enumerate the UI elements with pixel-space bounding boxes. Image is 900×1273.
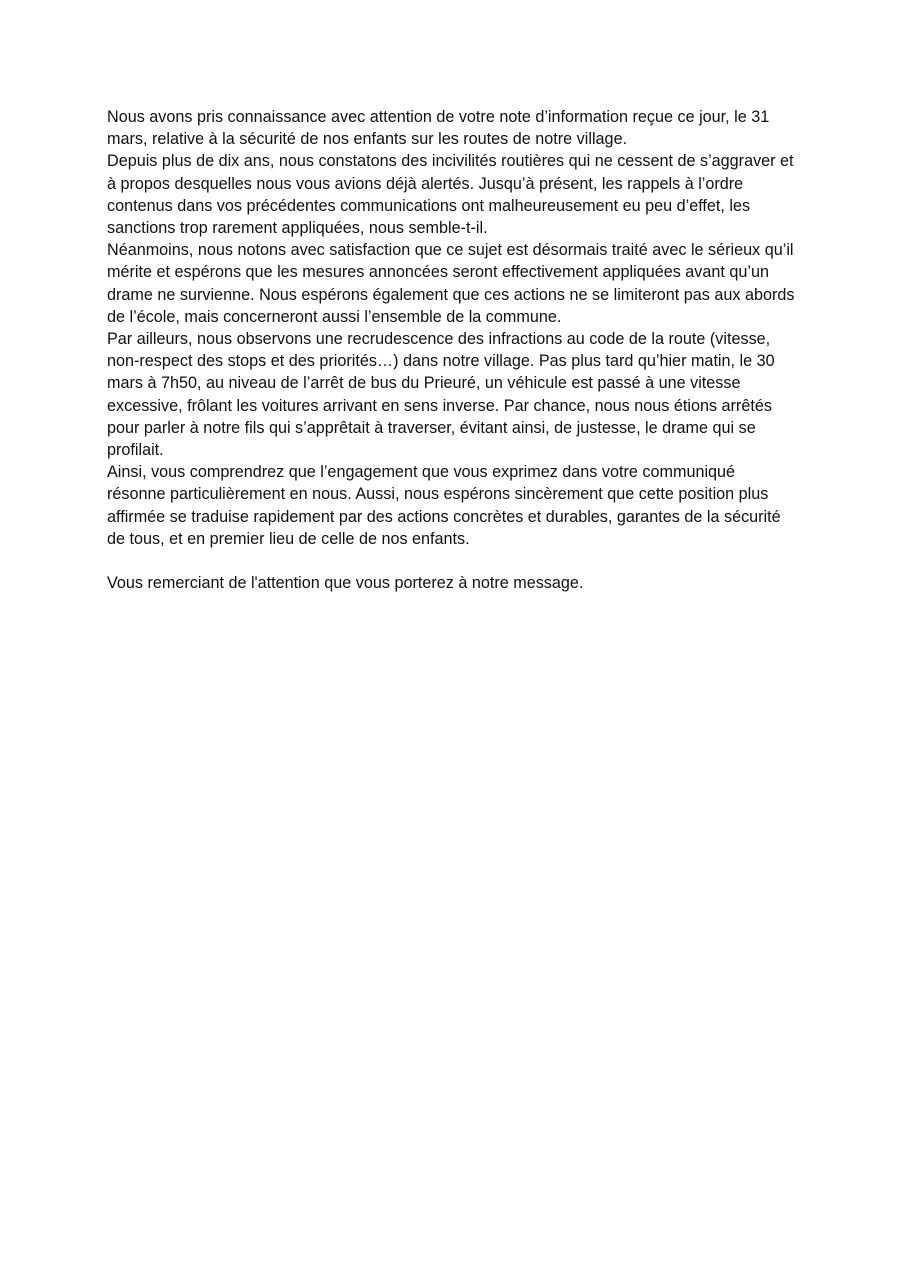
letter-body [107, 106, 797, 594]
closing-line: Vous remerciant de l'attention que vous porterez à notre message. [107, 574, 584, 593]
paragraph-history: Depuis plus de dix ans, nous constatons des incivilités routières qui ne cessent de s’aggraver et à propos desquelles nous vous avions déjà alertés. Jusqu’à présent, les rappels à l’ordre contenus dans vos précédentes communications ont malheureusement eu peu d’effet, les sanctions trop rarement appliquées, nous semble-t-il. [107, 152, 794, 238]
paragraph-acknowledgement: Nous avons pris connaissance avec attention de votre note d’information reçue ce jour, le 31 mars, relative à la sécurité de nos enfants sur les routes de notre village. [107, 108, 770, 149]
paragraph-expectation: Ainsi, vous comprendrez que l’engagement que vous exprimez dans votre communiqué résonne particulièrement en nous. Aussi, nous espérons sincèrement que cette position plus affirmée se traduise rapidement par des actions concrètes et durables, garantes de la sécurité de tous, et en premier lieu de celle de nos enfants. [107, 463, 781, 548]
paragraph-satisfaction: Néanmoins, nous notons avec satisfaction que ce sujet est désormais traité avec le sérieux qu’il mérite et espérons que les mesures annoncées seront effectivement appliquées avant qu’un drame ne survienne. Nous espérons également que ces actions ne se limiteront pas aux abords de l’école, mais concerneront aussi l’ensemble de la commune. [107, 241, 795, 326]
paragraph-spacer [107, 550, 797, 572]
paragraph-incident: Par ailleurs, nous observons une recrudescence des infractions au code de la route (vitesse, non-respect des stops et des priorités…) dans notre village. Pas plus tard qu’hier matin, le 30 mars à 7h50, au niveau de l’arrêt de bus du Prieuré, un véhicule est passé à une vitesse excessive, frôlant les voitures arrivant en sens inverse. Par chance, nous nous étions arrêtés pour parler à notre fils qui s’apprêtait à traverser, évitant ainsi, de justesse, le drame qui se profilait. [107, 330, 775, 460]
